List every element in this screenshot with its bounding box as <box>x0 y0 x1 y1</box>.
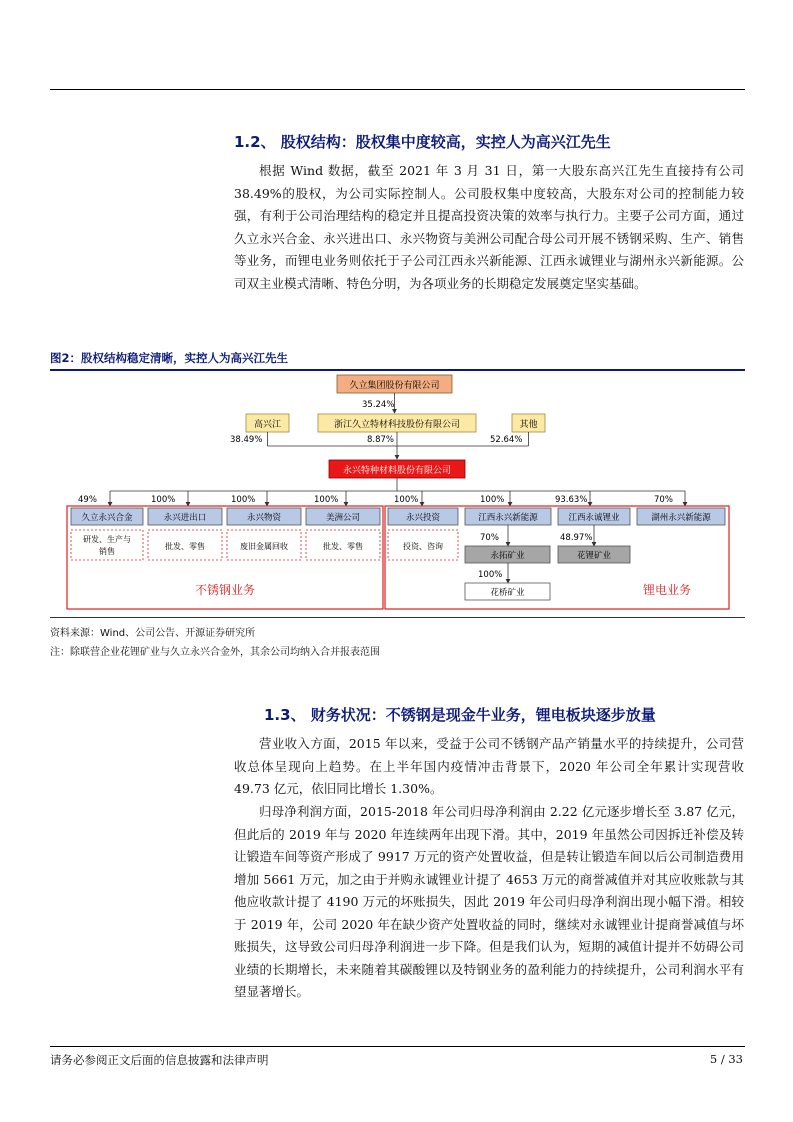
footer-disclaimer: 请务必参阅正文后面的信息披露和法律声明 <box>50 1053 269 1067</box>
label-sub-3: 永兴物资 <box>246 513 282 523</box>
label-sub-2: 永兴进出口 <box>163 513 207 523</box>
pct-yongtuo: 70% <box>480 533 499 543</box>
biz-text-2: 批发、零售 <box>165 542 205 551</box>
label-stainless-business: 不锈钢业务 <box>194 583 256 597</box>
label-sub-1: 久立永兴合金 <box>81 513 133 523</box>
pct-zhejiang: 8.87% <box>367 435 395 445</box>
section-heading-1-2: 1.2、 股权结构：股权集中度较高，实控人为高兴江先生 <box>234 133 611 151</box>
paragraph-net-profit: 归母净利润方面，2015-2018 年公司归母净利润由 2.22 亿元逐步增长至 3.87 亿元，但此后的 2019 年与 2020 年连续两年出现下滑。其中，2019 年虽然公司因拆迁补偿及转让锻造车间等资产形成了 9917 万元的资产处置收益，但是转让锻造车间以后公司制造费用增加 5661 万元，加之由于并购永诚锂业计提了 4653 万元的商誉减值并对其应收账款与其他应收款计提了 4190 万元的坏账损失，因此 2019 年公司归母净利润出现小幅下滑。相较于 2019 年，公司 2020 年在缺少资产处置收益的同时，继续对永诚锂业计提商誉减值与坏账损失，这导致公司归母净利润进一步下降。但是我们认为，短期的减值计提并不妨碍公司业绩的长期增长，未来随着其碳酸锂以及特钢业务的盈利能力的持续提升，公司利润水平有望显著增长。 <box>234 804 744 999</box>
figure-bottom-rule <box>50 617 745 618</box>
label-zhejiang-jiuli: 浙江久立特材科技股份有限公司 <box>333 420 461 430</box>
footer-rule <box>50 1046 745 1047</box>
label-huaqiao: 花桥矿业 <box>490 588 525 598</box>
biz-text-1b: 销售 <box>99 547 115 556</box>
biz-text-4: 批发、零售 <box>323 542 363 551</box>
pct-huaqiao: 100% <box>478 570 503 580</box>
biz-text-1a: 研发、生产与 <box>83 535 131 544</box>
label-sub-8: 湖州永兴新能源 <box>651 513 711 523</box>
label-sub-5: 永兴投资 <box>405 513 441 523</box>
page-number: 5 / 33 <box>709 1052 743 1066</box>
figure-note: 注：除联营企业花锂矿业与久立永兴合金外，其余公司均纳入合并报表范围 <box>50 647 380 658</box>
pct-hualithium: 48.97% <box>560 533 593 543</box>
label-jiuli-group: 久立集团股份有限公司 <box>349 381 440 391</box>
pct-other: 52.64% <box>490 435 523 445</box>
paragraph-revenue: 营业收入方面，2015 年以来，受益于公司不锈钢产品产销量水平的持续提升，公司营收总体呈现向上趋势。在上半年国内疫情冲击背景下，2020 年公司全年累计实现营收 49.73 亿元，依旧同比增长 1.30%。 <box>234 736 744 796</box>
section-heading-1-3: 1.3、 财务状况：不锈钢是现金牛业务，锂电板块逐步放量 <box>264 706 656 724</box>
pct-sub-5: 100% <box>394 495 419 505</box>
pct-jiuli-group: 35.24% <box>362 400 395 410</box>
figure-title: 图2：股权结构稳定清晰，实控人为高兴江先生 <box>50 351 288 365</box>
label-yongtuo: 永拓矿业 <box>490 551 525 561</box>
pct-sub-6: 100% <box>480 495 505 505</box>
label-sub-4: 美洲公司 <box>325 513 361 523</box>
pct-sub-3: 100% <box>231 495 256 505</box>
label-gao-xingjiang: 高兴江 <box>253 420 282 430</box>
biz-text-3: 废旧金属回收 <box>240 542 288 551</box>
label-lithium-business: 锂电业务 <box>642 583 692 597</box>
paragraph-equity: 根据 Wind 数据，截至 2021 年 3 月 31 日，第一大股东高兴江先生直接持有公司 38.49%的股权，为公司实际控制人。公司股权集中度较高，大股东对公司的控制能力较强，有利于公司治理结构的稳定并且提高投资决策的效率与执行力。主要子公司方面，通过久立永兴合金、永兴进出口、永兴物资与美洲公司配合母公司开展不锈钢采购、生产、销售等业务，而锂电业务则依托于子公司江西永兴新能源、江西永诚锂业与湖州永兴新能源。公司双主业模式清晰、特色分明，为各项业务的长期稳定发展奠定坚实基础。 <box>234 163 744 291</box>
pct-sub-1: 49% <box>78 495 97 505</box>
label-hualithium: 花锂矿业 <box>576 551 612 561</box>
pct-sub-4: 100% <box>314 495 339 505</box>
figure-source: 资料来源：Wind、公司公告、开源证券研究所 <box>50 628 256 639</box>
header-rule <box>50 89 745 90</box>
pct-sub-2: 100% <box>151 495 176 505</box>
pct-gao: 38.49% <box>230 435 263 445</box>
label-main-company: 永兴特种材料股份有限公司 <box>342 466 452 476</box>
pct-sub-7: 93.63% <box>555 495 588 505</box>
label-sub-6: 江西永兴新能源 <box>478 513 538 523</box>
equity-structure-diagram <box>50 371 745 616</box>
label-other: 其他 <box>519 420 538 430</box>
pct-sub-8: 70% <box>654 495 673 505</box>
label-sub-7: 江西永诚锂业 <box>568 513 620 523</box>
biz-text-5: 投资、咨询 <box>403 542 443 551</box>
